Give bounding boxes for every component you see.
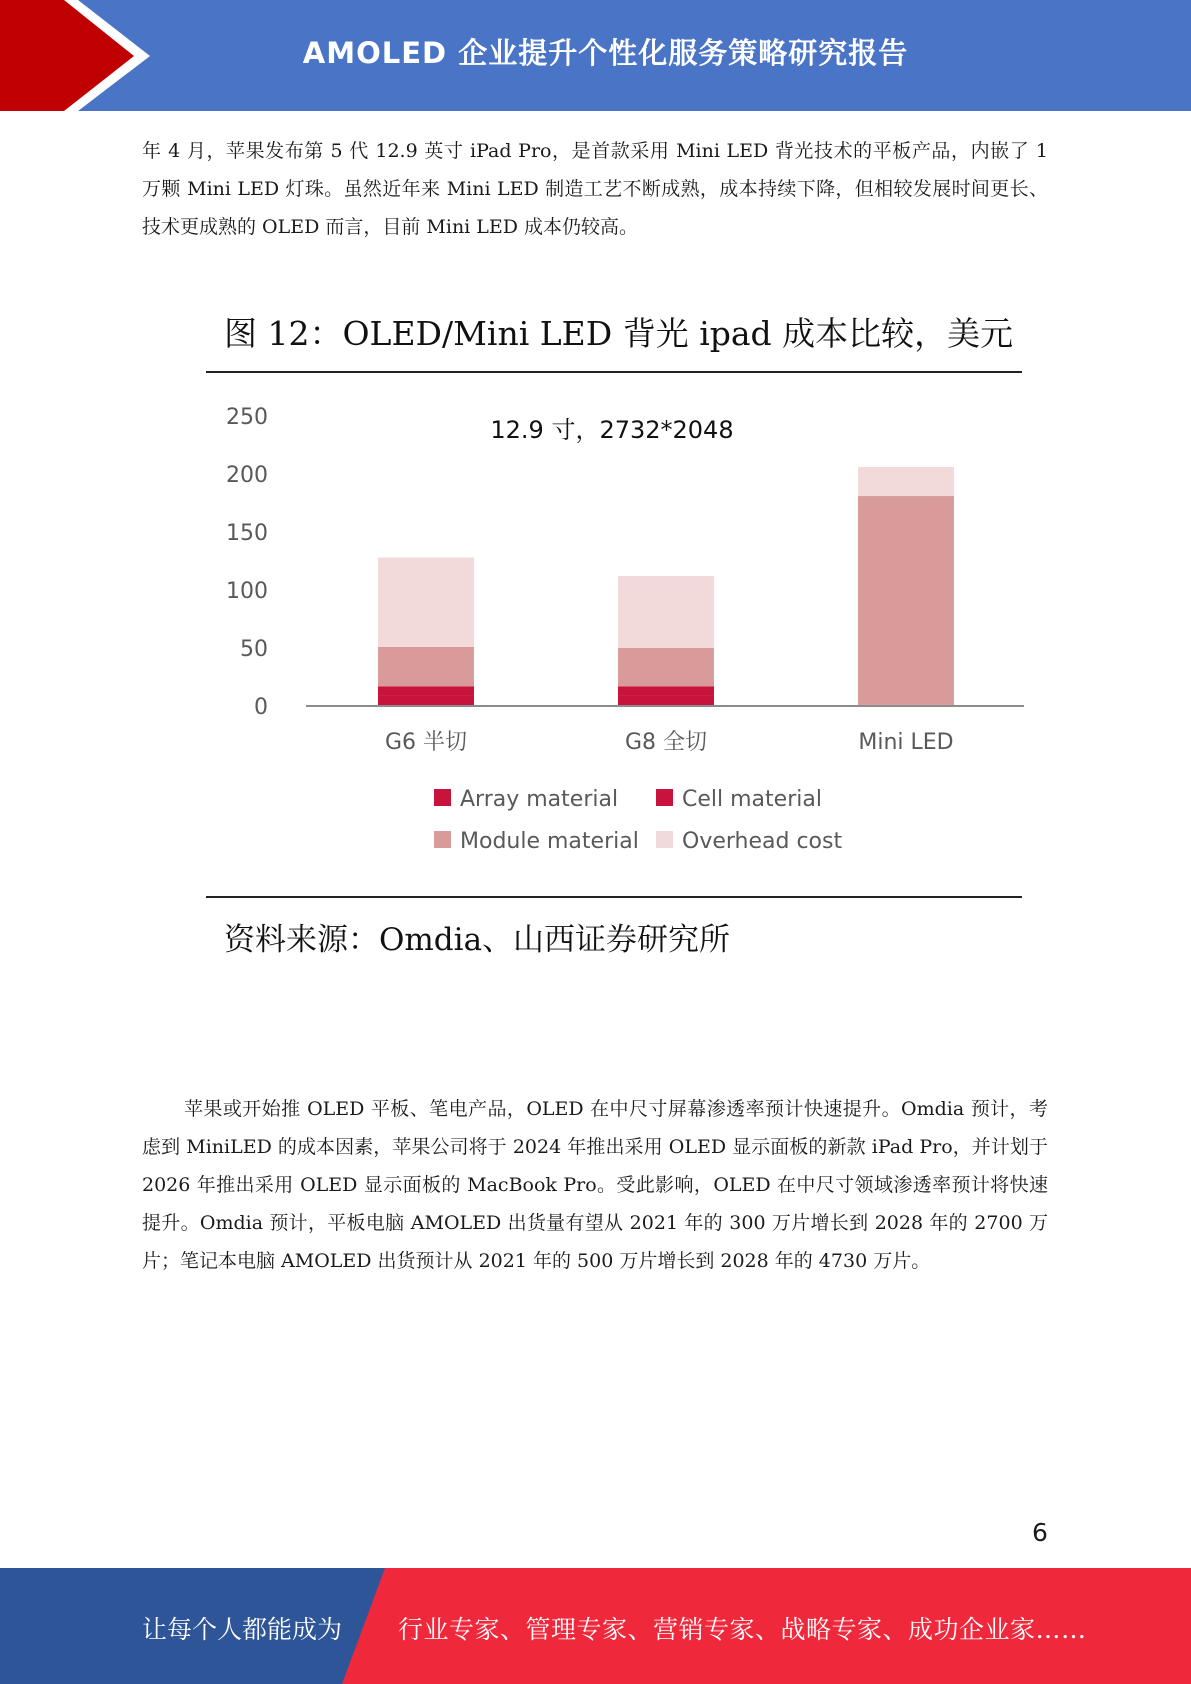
- y-axis: [226, 405, 268, 720]
- chart-title: 12.9 寸，2732*2048: [490, 416, 734, 444]
- legend-swatch: [656, 789, 673, 806]
- y-tick-label: 250: [226, 405, 268, 430]
- y-tick-label: 200: [226, 463, 268, 488]
- legend-label: Module material: [460, 829, 639, 854]
- figure-caption: 图 12：OLED/Mini LED 背光 ipad 成本比较，美元: [224, 314, 1014, 353]
- page-number: 6: [1032, 1518, 1048, 1547]
- y-tick-label: 150: [226, 521, 268, 546]
- legend-swatch: [434, 789, 451, 806]
- figure-source: 资料来源：Omdia、山西证券研究所: [224, 922, 731, 958]
- legend-swatch: [656, 831, 673, 848]
- legend-label: Array material: [460, 787, 619, 812]
- legend-swatch: [434, 831, 451, 848]
- cost-comparison-chart: [200, 300, 1040, 970]
- body-paragraph-1: 年 4 月，苹果发布第 5 代 12.9 英寸 iPad Pro，是首款采用 Mini LED 背光技术的平板产品，内嵌了 1 万颗 Mini LED 灯珠。虽然近年来 Mini LED 制造工艺不断成熟，成本持续下降，但相较发展时间更长、技术更成熟的 OLED 而言，目前 Mini LED 成本仍较高。: [142, 140, 1048, 238]
- footer-slogan-left: 让每个人都能成为: [142, 1615, 343, 1644]
- footer-slogan-right: 行业专家、管理专家、营销专家、战略专家、成功企业家……: [398, 1615, 1087, 1644]
- bar-segment-module-material: [858, 496, 954, 705]
- x-tick-label: G6 半切: [384, 730, 468, 755]
- bar-segment-module-material: [378, 647, 474, 686]
- chart-legend: [434, 787, 842, 854]
- bar-segment-cell-material: [618, 686, 714, 695]
- x-tick-label: Mini LED: [858, 730, 954, 755]
- bar-segment-cell-material: [378, 686, 474, 695]
- bar-segment-overhead-cost: [378, 558, 474, 647]
- bar-series: [378, 467, 954, 706]
- y-tick-label: 0: [254, 695, 268, 720]
- bar-segment-module-material: [618, 648, 714, 686]
- bar-segment-array-material: [378, 696, 474, 706]
- legend-label: Cell material: [682, 787, 822, 812]
- x-axis: [385, 730, 954, 755]
- bar-segment-overhead-cost: [858, 467, 954, 496]
- bar-segment-array-material: [618, 696, 714, 706]
- legend-label: Overhead cost: [682, 829, 843, 854]
- y-tick-label: 50: [240, 637, 268, 662]
- x-tick-label: G8 全切: [624, 730, 708, 755]
- bar-segment-overhead-cost: [618, 576, 714, 648]
- y-tick-label: 100: [226, 579, 268, 604]
- header-title: AMOLED 企业提升个性化服务策略研究报告: [302, 35, 909, 70]
- body-paragraph-2: 苹果或开始推 OLED 平板、笔电产品，OLED 在中尺寸屏幕渗透率预计快速提升。Omdia 预计，考虑到 MiniLED 的成本因素，苹果公司将于 2024 年推出采用 OLED 显示面板的新款 iPad Pro，并计划于 2026 年推出采用 OLED 显示面板的 MacBook Pro。受此影响，OLED 在中尺寸领域渗透率预计将快速提升。Omdia 预计，平板电脑 AMOLED 出货量有望从 2021 年的 300 万片增长到 2028 年的 2700 万片；笔记本电脑 AMOLED 出货预计从 2021 年的 500 万片增长到 2028 年的 4730 万片。: [142, 1098, 1048, 1272]
